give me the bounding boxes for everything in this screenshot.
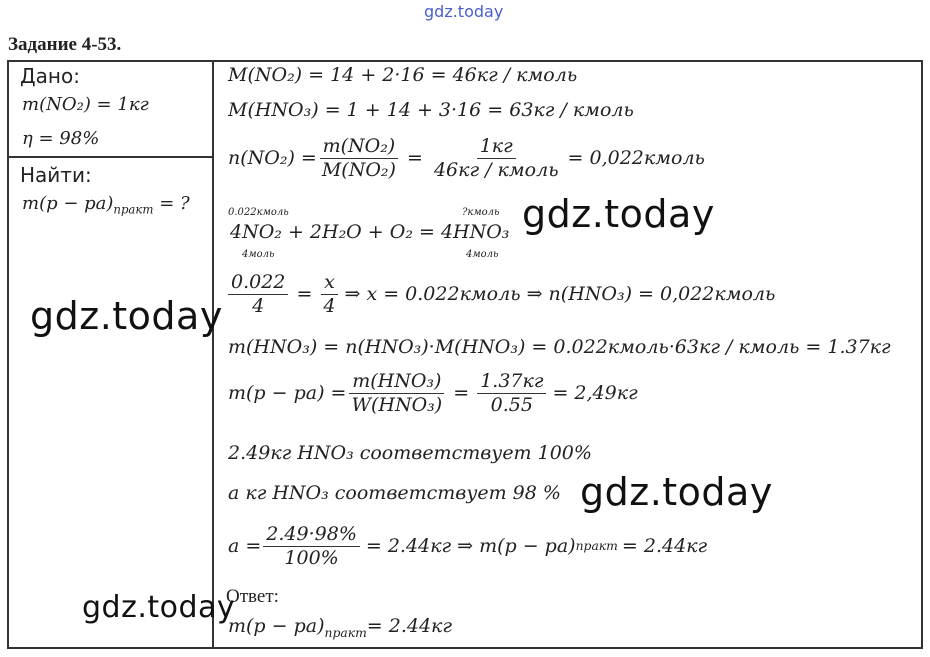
task-title: Задание 4-53.: [8, 34, 122, 55]
line-mass-hno3: m(HNO₃) = n(HNO₃)·M(HNO₃) = 0.022кмоль·63кг / кмоль = 1.37кг: [228, 336, 891, 358]
table-bottom-border: [7, 647, 923, 649]
answer-main: m(p − pa): [228, 615, 325, 637]
answer-value: [228, 615, 452, 640]
watermark-3: gdz.today: [580, 470, 773, 514]
line-final-calculation: [228, 524, 707, 569]
final-result-end: = 2.44кг: [621, 535, 708, 558]
watermark-4: gdz.today: [82, 590, 236, 625]
line-proportion: [226, 272, 775, 317]
proportion-fraction-left: [228, 272, 288, 317]
final-result: = 2.44кг ⇒ m(p − pa): [365, 535, 576, 558]
watermark-2: gdz.today: [30, 294, 223, 338]
fraction-denominator: M(NO₂): [321, 158, 396, 181]
fraction-values: [477, 371, 546, 416]
final-result-sub: практ: [575, 539, 618, 554]
answer-sub: практ: [324, 625, 367, 640]
find-target: [22, 193, 190, 217]
proportion-rest: ⇒ x = 0.022кмоль ⇒ n(HNO₃) = 0,022кмоль: [344, 283, 776, 306]
line-molar-mass-no2: M(NO₂) = 14 + 2·16 = 46кг / кмоль: [228, 64, 578, 86]
equals-sign: =: [400, 147, 429, 170]
answer-end: = 2.44кг: [366, 615, 453, 637]
fraction-mass-over-molar: [319, 136, 399, 181]
solution-mass-lhs: m(p − pa) =: [228, 382, 347, 405]
line-correspondence-100: 2.49кг HNO₃ соответствует 100%: [228, 442, 592, 464]
solution-mass-result: = 2,49кг: [552, 382, 638, 405]
line-solution-mass: [228, 371, 638, 416]
fraction-numerator: m(NO₂): [320, 136, 399, 159]
fraction-numerator: 0.022: [228, 272, 288, 295]
fraction-numerator: 2.49·98%: [263, 524, 360, 547]
eq-below-left: 4моль: [242, 249, 275, 260]
dano-label: Дано:: [20, 64, 80, 88]
fraction-denominator: 4: [323, 294, 336, 317]
final-fraction: [263, 524, 360, 569]
fraction-numerator: 1кг: [477, 136, 516, 159]
fraction-denominator: 46кг / кмоль: [433, 158, 559, 181]
line-molar-mass-hno3: M(HNO₃) = 1 + 14 + 3·16 = 63кг / кмоль: [228, 99, 634, 121]
fraction-mass-over-fraction: [348, 371, 445, 416]
eq-below-right: 4моль: [466, 249, 499, 260]
amount-result: = 0,022кмоль: [567, 147, 705, 170]
fraction-numerator: m(HNO₃): [349, 371, 444, 394]
given-find-divider: [7, 156, 213, 158]
eq-above-left: 0.022кмоль: [228, 207, 289, 218]
table-middle-divider: [212, 60, 214, 648]
fraction-values: [431, 136, 562, 181]
answer-label: Ответ:: [226, 586, 279, 607]
line-correspondence-98: a кг HNO₃ соответствует 98 %: [228, 482, 561, 504]
given-efficiency: η = 98%: [22, 128, 100, 149]
proportion-fraction-right: [320, 272, 338, 317]
given-mass: m(NO₂) = 1кг: [22, 94, 149, 115]
equals-sign: =: [447, 382, 476, 405]
eq-above-right: ?кмоль: [462, 207, 500, 218]
table-right-border: [921, 60, 923, 648]
fraction-denominator: 100%: [284, 546, 339, 569]
fraction-denominator: 0.55: [490, 393, 533, 416]
table-left-border: [7, 60, 9, 648]
amount-lhs: n(NO₂) =: [228, 147, 317, 170]
table-top-border: [7, 60, 923, 62]
fraction-numerator: 1.37кг: [477, 371, 546, 394]
find-target-main: m(p − pa): [22, 193, 114, 214]
final-lhs: a =: [228, 535, 262, 558]
fraction-denominator: 4: [252, 294, 265, 317]
top-watermark: gdz.today: [424, 2, 504, 21]
fraction-denominator: W(HNO₃): [351, 393, 443, 416]
fraction-numerator: x: [321, 272, 338, 295]
find-target-sub: практ: [113, 202, 154, 217]
find-label: Найти:: [20, 163, 92, 187]
find-target-question: = ?: [153, 193, 190, 214]
reaction-equation: 4NO₂ + 2H₂O + O₂ = 4HNO₃: [230, 221, 510, 243]
watermark-1: gdz.today: [522, 192, 715, 236]
line-amount-no2: [228, 136, 705, 181]
equals-sign: =: [290, 283, 319, 306]
